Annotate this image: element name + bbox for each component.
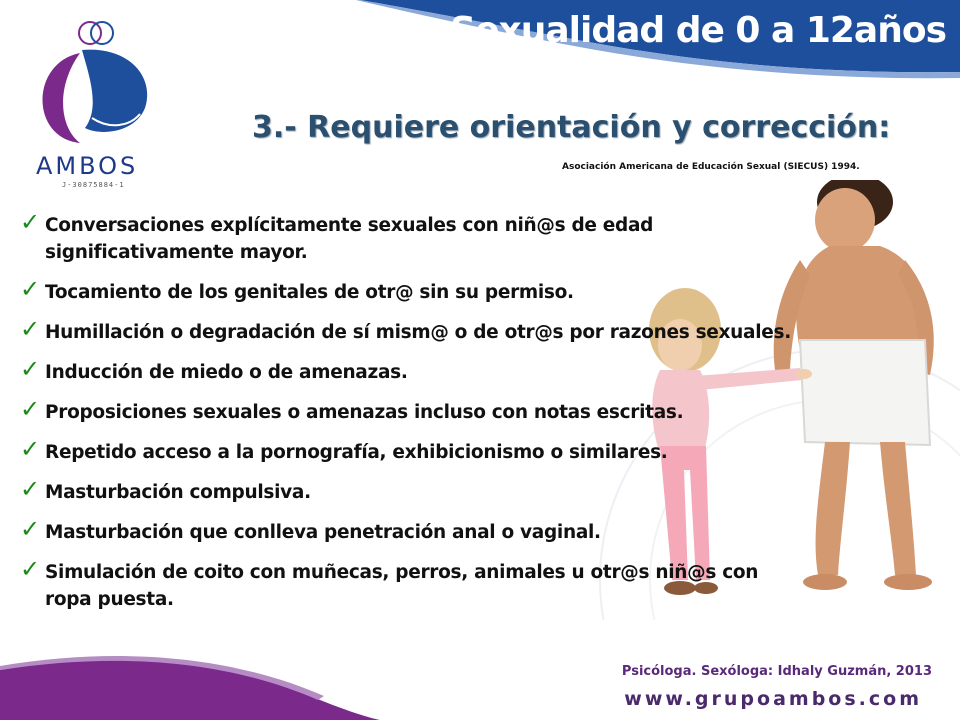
list-item-line: Repetido acceso a la pornografía, exhibicionismo o similares. [45,442,668,463]
list-item-line: ropa puesta. [45,589,174,610]
source-citation: Asociación Americana de Educación Sexual (SIECUS) 1994. [562,162,860,172]
list-item-line: Masturbación que conlleva penetración anal o vaginal. [45,522,601,543]
list-item [18,515,878,546]
list-item [18,475,878,506]
list-item-line: Conversaciones explícitamente sexuales con niñ@s de edad [45,215,654,236]
checkmark-icon: ✓ [20,475,40,503]
list-item-line: significativamente mayor. [45,242,308,263]
logo-registration: J-30875884-1 [62,181,125,189]
list-item-line: Simulación de coito con muñecas, perros, animales u otr@s niñ@s con [45,562,759,583]
checkmark-icon: ✓ [20,515,40,543]
checkmark-icon: ✓ [20,208,40,236]
list-item-line: Inducción de miedo o de amenazas. [45,362,408,383]
list-item [18,275,878,306]
list-item [18,315,878,346]
list-item-line: Tocamiento de los genitales de otr@ sin su permiso. [45,282,574,303]
list-item-line: Humillación o degradación de sí mism@ o de otr@s por razones sexuales. [45,322,791,343]
checkmark-icon: ✓ [20,275,40,303]
list-item [18,395,878,426]
author-credit: Psicóloga. Sexóloga: Idhaly Guzmán, 2013 [621,664,932,679]
list-item [18,208,878,266]
list-item [18,435,878,466]
checkmark-icon: ✓ [20,315,40,343]
checkmark-icon: ✓ [20,355,40,383]
checkmark-icon: ✓ [20,395,40,423]
website-link[interactable]: www.grupoambos.com [624,688,922,710]
slide-heading: 3.- Requiere orientación y corrección: [252,110,891,145]
checkmark-icon: ✓ [20,435,40,463]
bullet-list [18,208,878,626]
list-item [18,555,878,613]
list-item-line: Masturbación compulsiva. [45,482,311,503]
checkmark-icon: ✓ [20,555,40,583]
list-item-line: Proposiciones sexuales o amenazas incluso con notas escritas. [45,402,684,423]
header-title: Sexualidad de 0 a 12años [450,10,946,51]
list-item [18,355,878,386]
logo-name: AMBOS [36,152,139,180]
